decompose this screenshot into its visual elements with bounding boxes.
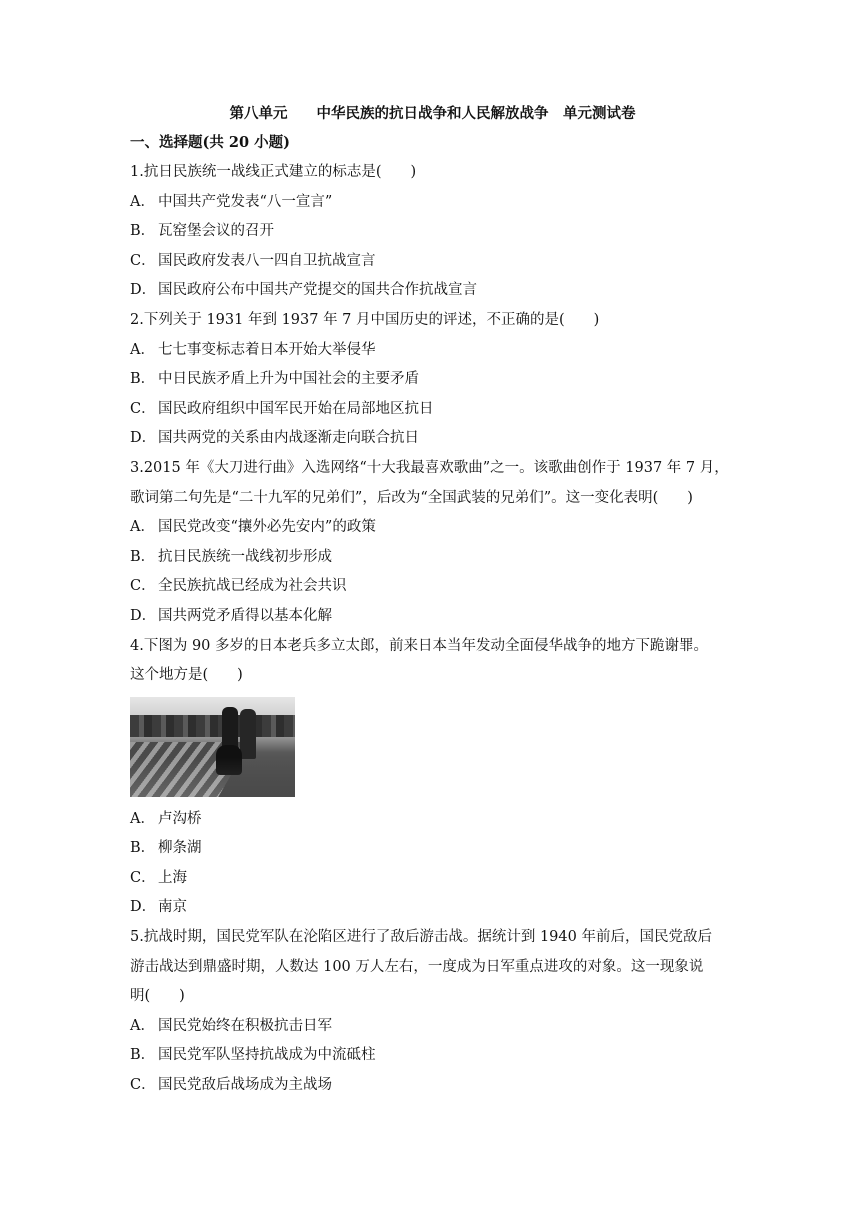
option-b [130, 834, 735, 864]
option-text: 上海 [158, 869, 187, 886]
option-letter: B． [130, 1047, 156, 1064]
option-letter: B． [130, 548, 156, 565]
question-1 [130, 158, 735, 306]
option-text: 国民党军队坚持抗战成为中流砥柱 [158, 1047, 376, 1064]
option-a [130, 805, 735, 835]
question-stem-continued: 明( ) [130, 988, 185, 1005]
option-letter: C． [130, 400, 156, 417]
option-c [130, 572, 735, 602]
option-d [130, 602, 735, 632]
option-a [130, 188, 735, 218]
option-text: 国民党敌后战场成为主战场 [158, 1077, 332, 1094]
option-letter: A． [130, 810, 155, 827]
section-heading: 一、选择题(共 20 小题) [130, 134, 290, 151]
option-letter: D． [130, 899, 157, 916]
option-letter: B． [130, 840, 156, 857]
option-letter: B． [130, 371, 156, 388]
question-stem: 3.2015 年《大刀进行曲》入选网络“十大我最喜欢歌曲”之一。该歌曲创作于 1937 年 7 月， [130, 459, 729, 476]
option-text: 国共两党矛盾得以基本化解 [158, 607, 332, 624]
option-b [130, 1041, 735, 1071]
question-2 [130, 306, 735, 454]
question-stem: 5.抗战时期，国民党军队在沦陷区进行了敌后游击战。据统计到 1940 年前后，国民党敌后 [130, 929, 712, 946]
page-title: 第八单元 中华民族的抗日战争和人民解放战争 单元测试卷 [229, 105, 636, 122]
option-text: 卢沟桥 [158, 810, 202, 827]
option-b [130, 365, 735, 395]
option-text: 国共两党的关系由内战逐渐走向联合抗日 [158, 430, 419, 447]
question-4 [130, 632, 735, 924]
option-text: 瓦窑堡会议的召开 [158, 223, 274, 240]
option-text: 全民族抗战已经成为社会共识 [158, 578, 347, 595]
option-letter: D． [130, 430, 157, 447]
photo-overlay [130, 757, 295, 797]
option-text: 国民政府组织中国军民开始在局部地区抗日 [158, 400, 434, 417]
option-letter: B． [130, 223, 156, 240]
option-c [130, 864, 735, 894]
option-letter: C． [130, 252, 156, 269]
option-b [130, 543, 735, 573]
option-text: 中日民族矛盾上升为中国社会的主要矛盾 [158, 371, 419, 388]
option-a [130, 336, 735, 366]
document-page [130, 100, 735, 1101]
question-stem: 1.抗日民族统一战线正式建立的标志是( ) [130, 164, 417, 180]
option-text: 柳条湖 [158, 840, 202, 857]
option-text: 国民政府发表八一四自卫抗战宣言 [158, 252, 376, 269]
option-text: 南京 [158, 899, 187, 916]
option-d [130, 276, 735, 306]
option-letter: A． [130, 519, 155, 536]
question-stem: 2.下列关于 1931 年到 1937 年 7 月中国历史的评述，不正确的是( ) [130, 311, 600, 328]
option-letter: C． [130, 1077, 156, 1094]
option-letter: C． [130, 578, 156, 595]
option-b [130, 217, 735, 247]
option-letter: C． [130, 869, 156, 886]
option-text: 中国共产党发表“八一宣言” [158, 193, 333, 210]
question-5 [130, 923, 735, 1101]
option-a [130, 1012, 735, 1042]
option-text: 国民党始终在积极抗击日军 [158, 1017, 332, 1034]
question-photo [130, 697, 295, 797]
question-3 [130, 454, 735, 632]
question-stem-continued: 游击战达到鼎盛时期，人数达 100 万人左右，一度成为日军重点进攻的对象。这一现象说 [130, 958, 704, 975]
option-c [130, 247, 735, 277]
option-text: 国民党改变“攘外必先安内”的政策 [158, 519, 376, 536]
option-letter: D． [130, 607, 157, 624]
option-letter: A． [130, 341, 155, 358]
option-c [130, 1071, 735, 1101]
option-text: 国民政府公布中国共产党提交的国共合作抗战宣言 [158, 282, 477, 299]
option-text: 抗日民族统一战线初步形成 [158, 548, 332, 565]
option-letter: A． [130, 1017, 155, 1034]
question-stem-continued: 这个地方是( ) [130, 667, 243, 684]
option-a [130, 513, 735, 543]
option-d [130, 893, 735, 923]
option-letter: A． [130, 193, 155, 210]
option-text: 七七事变标志着日本开始大举侵华 [158, 341, 376, 358]
photo-standing-person [240, 709, 256, 759]
question-stem-continued: 歌词第二句先是“二十九军的兄弟们”，后改为“全国武装的兄弟们”。这一变化表明( ) [130, 489, 693, 506]
photo-trees [130, 715, 295, 737]
option-letter: D． [130, 282, 157, 299]
option-c [130, 395, 735, 425]
question-stem: 4.下图为 90 多岁的日本老兵多立太郎，前来日本当年发动全面侵华战争的地方下跪谢罪。 [130, 637, 708, 654]
option-d [130, 424, 735, 454]
